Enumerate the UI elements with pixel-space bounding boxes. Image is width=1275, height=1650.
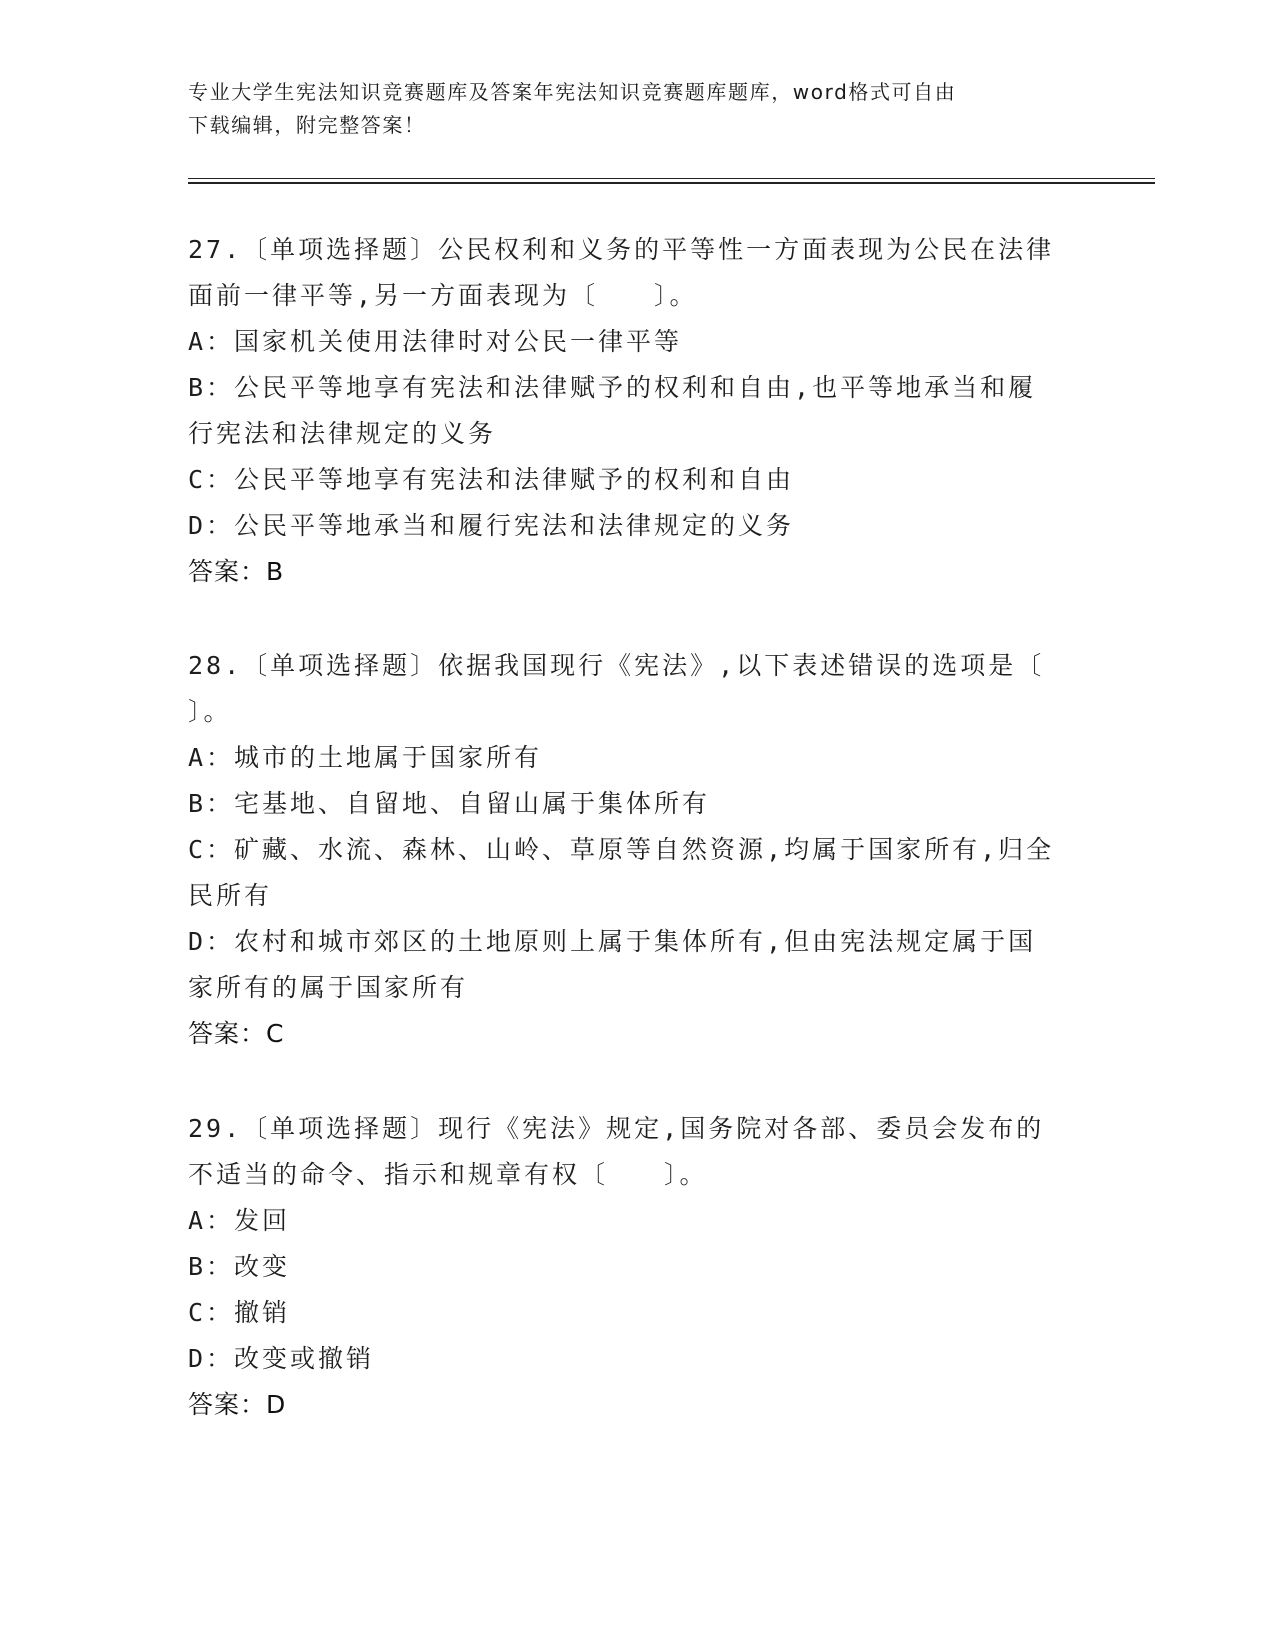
answer: 答案：B <box>188 557 285 586</box>
answer: 答案：C <box>188 1019 285 1048</box>
option-c: C：撤销 <box>188 1298 291 1327</box>
question-stem: 29.〔单项选择题〕现行《宪法》规定,国务院对各部、委员会发布的 <box>188 1114 1045 1143</box>
option-d-continued: 家所有的属于国家所有 <box>188 973 469 1002</box>
option-d: D：公民平等地承当和履行宪法和法律规定的义务 <box>188 511 795 540</box>
question-29 <box>188 1106 1088 1428</box>
header-divider-top <box>188 178 1155 179</box>
question-28 <box>188 643 1088 1057</box>
document-header <box>188 76 1068 142</box>
answer: 答案：D <box>188 1390 287 1419</box>
option-a: A：城市的土地属于国家所有 <box>188 743 543 772</box>
option-a: A：国家机关使用法律时对公民一律平等 <box>188 327 683 356</box>
question-stem: 面前一律平等,另一方面表现为〔 〕。 <box>188 281 698 310</box>
question-stem: 28.〔单项选择题〕依据我国现行《宪法》,以下表述错误的选项是〔 <box>188 651 1045 680</box>
option-b-continued: 行宪法和法律规定的义务 <box>188 419 497 448</box>
question-stem: 27.〔单项选择题〕公民权利和义务的平等性一方面表现为公民在法律 <box>188 235 1055 264</box>
question-stem: 〕。 <box>188 697 232 726</box>
option-c-continued: 民所有 <box>188 881 273 910</box>
option-d: D：改变或撤销 <box>188 1344 375 1373</box>
option-c: C：矿藏、水流、森林、山岭、草原等自然资源,均属于国家所有,归全 <box>188 835 1055 864</box>
header-line-2: 下载编辑，附完整答案！ <box>188 113 426 137</box>
header-divider-bottom <box>188 182 1155 184</box>
option-b: B：公民平等地享有宪法和法律赋予的权利和自由,也平等地承当和履 <box>188 373 1037 402</box>
option-d: D：农村和城市郊区的土地原则上属于集体所有,但由宪法规定属于国 <box>188 927 1037 956</box>
option-b: B：宅基地、自留地、自留山属于集体所有 <box>188 789 711 818</box>
option-a: A：发回 <box>188 1206 291 1235</box>
question-27 <box>188 227 1088 595</box>
header-line-1: 专业大学生宪法知识竞赛题库及答案年宪法知识竞赛题库题库，word格式可自由 <box>188 80 957 104</box>
question-stem: 不适当的命令、指示和规章有权〔 〕。 <box>188 1160 708 1189</box>
option-c: C：公民平等地享有宪法和法律赋予的权利和自由 <box>188 465 795 494</box>
option-b: B：改变 <box>188 1252 291 1281</box>
